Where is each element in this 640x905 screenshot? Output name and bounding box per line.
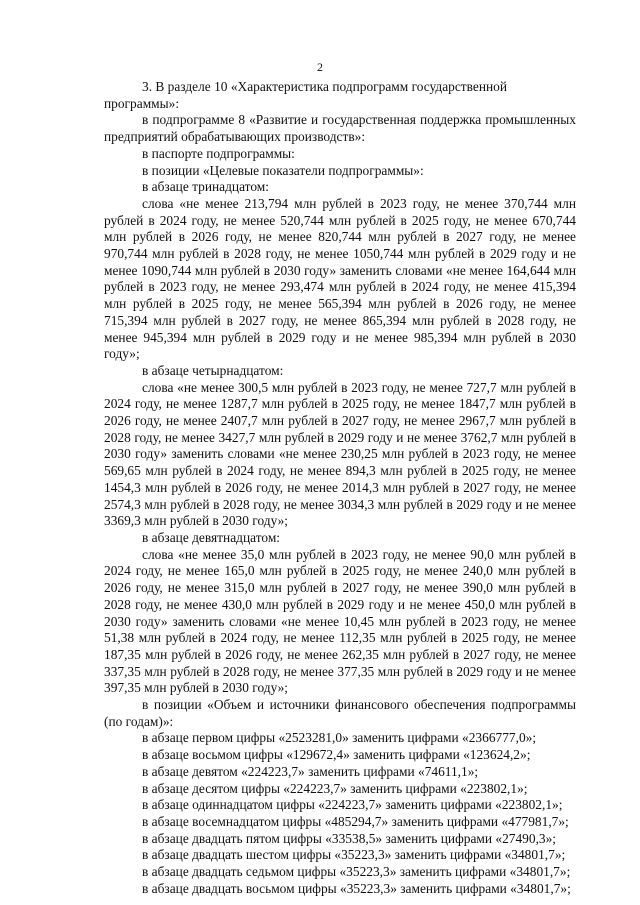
list-item: в абзаце двадцать седьмом цифры «35223,3» заменить цифрами «34801,7»; [142, 864, 571, 880]
subprogram-paragraph: в подпрограмме 8 «Развитие и государственная поддержка промышленных предприятий обрабатывающих производств»: [104, 112, 576, 145]
list-item: в абзаце двадцать шестом цифры «35223,3» заменить цифрами «34801,7»; [142, 847, 566, 863]
list-item: в абзаце первом цифры «2523281,0» заменить цифрами «2366777,0»; [142, 730, 537, 746]
list-item: в абзаце восемнадцатом цифры «485294,7» заменить цифрами «477981,7»; [142, 813, 569, 829]
position-targets-paragraph: в позиции «Целевые показатели подпрограммы»: [142, 162, 424, 178]
para-19-heading: в абзаце девятнадцатом: [142, 529, 281, 545]
section-heading: 3. В разделе 10 «Характеристика подпрограмм государственной программы»: [104, 79, 508, 111]
para-19-text: слова «не менее 35,0 млн рублей в 2023 году, не менее 90,0 млн рублей в 2024 году, не менее 165,0 млн рублей в 2025 году, не менее 240,0 млн рублей в 2026 году, не менее 315,0 млн рублей в 2027 году, не менее 390,0 млн рублей в 2028 году, не менее 430,0 млн рублей в 2029 году и не менее 450,0 млн рублей в 2030 году» заменить словами «не менее 10,45 млн рублей в 2023 году, не менее 51,38 млн рублей в 2024 году, не менее 112,35 млн рублей в 2025 году, не менее 187,35 млн рублей в 2026 году, не менее 262,35 млн рублей в 2027 году, не менее 337,35 млн рублей в 2028 году, не менее 377,35 млн рублей в 2029 году и не менее 397,35 млн рублей в 2030 году»; [104, 546, 576, 696]
para-14-text: слова «не менее 300,5 млн рублей в 2023 году, не менее 727,7 млн рублей в 2024 году, не менее 1287,7 млн рублей в 2025 году, не менее 1847,7 млн рублей в 2026 году, не менее 2407,7 млн рублей в 2027 году, не менее 2967,7 млн рублей в 2028 году, не менее 3427,7 млн рублей в 2029 году и не менее 3762,7 млн рублей в 2030 году» заменить словами «не менее 230,25 млн рублей в 2023 году, не менее 569,65 млн рублей в 2024 году, не менее 894,3 млн рублей в 2025 году, не менее 1454,3 млн рублей в 2026 году, не менее 2014,3 млн рублей в 2027 году, не менее 2574,3 млн рублей в 2028 году, не менее 3034,3 млн рублей в 2029 году и не менее 3369,3 млн рублей в 2030 году»; [104, 379, 576, 529]
list-item: в абзаце девятом «224223,7» заменить цифрами «74611,1»; [142, 763, 479, 779]
passport-paragraph: в паспорте подпрограммы: [142, 145, 295, 161]
list-item: в абзаце двадцать восьмом цифры «35223,3» заменить цифрами «34801,7»; [142, 880, 571, 896]
para-13-heading: в абзаце тринадцатом: [142, 179, 269, 195]
document-body [104, 79, 576, 897]
list-item: в абзаце десятом цифры «224223,7» заменить цифрами «223802,1»; [142, 780, 528, 796]
para-13-text: слова «не менее 213,794 млн рублей в 2023 году, не менее 370,744 млн рублей в 2024 году, не менее 520,744 млн рублей в 2025 году, не менее 670,744 млн рублей в 2026 году, не менее 820,744 млн рублей в 2027 году, не менее 970,744 млн рублей в 2028 году, не менее 1050,744 млн рублей в 2029 году и не менее 1090,744 млн рублей в 2030 году» заменить словами «не менее 164,644 млн рублей в 2023 году, не менее 293,474 млн рублей в 2024 году, не менее 415,394 млн рублей в 2025 году, не менее 565,394 млн рублей в 2026 году, не менее 715,394 млн рублей в 2027 году, не менее 865,394 млн рублей в 2028 году, не менее 945,394 млн рублей в 2029 году и не менее 985,394 млн рублей в 2030 году»; [104, 195, 576, 362]
page-number: 2 [317, 60, 323, 74]
list-item: в абзаце одиннадцатом цифры «224223,7» заменить цифрами «223802,1»; [142, 797, 563, 813]
list-item: в абзаце восьмом цифры «129672,4» заменить цифрами «123624,2»; [142, 747, 531, 763]
para-14-heading: в абзаце четырнадцатом: [142, 362, 284, 378]
list-item: в абзаце двадцать пятом цифры «33538,5» заменить цифрами «27490,3»; [142, 830, 557, 846]
position-funding-paragraph: в позиции «Объем и источники финансового обеспечения подпрограммы (по годам)»: [104, 697, 576, 729]
